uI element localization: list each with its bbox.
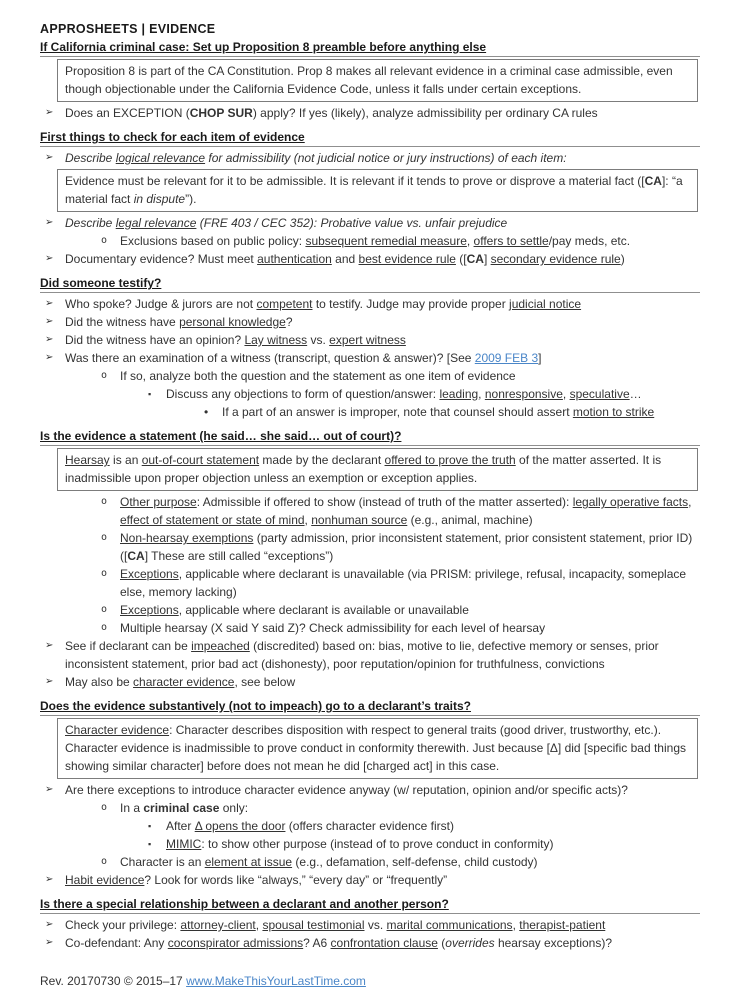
bullet-item [40, 871, 700, 889]
section-heading-text: Is the evidence a statement (he said… she said… out of court)? [40, 429, 402, 443]
text-run: If so, analyze both the question and the statement as one item of evidence [120, 369, 516, 383]
text-run: in dispute [133, 192, 186, 206]
bullet-item [40, 349, 700, 367]
text-run: judicial notice [509, 297, 582, 311]
text-run: Proposition 8 is part of the CA Constitution. Prop 8 makes all relevant evidence in a criminal case admissible, even though objectionable under the California Evidence Code, unless it falls under certain exceptions. [65, 64, 673, 96]
arrow-bullet-icon: ➢ [45, 784, 54, 795]
bullet-item [40, 799, 700, 817]
text-run: ] [483, 252, 491, 266]
rule-box [57, 718, 698, 779]
circle-bullet-icon: o [101, 496, 108, 507]
text-run: Habit evidence [65, 873, 145, 887]
text-run: ? A6 [303, 936, 331, 950]
inline-link[interactable]: 2009 FEB 3 [474, 351, 539, 365]
bullet-item [40, 331, 700, 349]
text-run: to testify. Judge may provide proper [312, 297, 510, 311]
section-heading-text: Did someone testify? [40, 276, 162, 290]
bullet-item [40, 403, 700, 421]
text-run: ? Look for words like “always,” “every day” or “frequently” [144, 873, 448, 887]
text-run: , [466, 234, 474, 248]
section-heading-text: Does the evidence substantively (not to impeach) go to a declarant’s traits? [40, 699, 471, 713]
arrow-bullet-icon: ➢ [45, 352, 54, 363]
bullet-item [40, 916, 700, 934]
text-run: Character evidence [65, 723, 170, 737]
text-run: speculative [569, 387, 630, 401]
text-run: (discredited) based on: bias, motive to lie, defective memory or senses, prior inconsistent statement, prior bad act (dishonesty), poor reputation/opinion for truthfulness, convictions [65, 639, 659, 671]
text-run: legal relevance [115, 216, 197, 230]
bullet-item [40, 817, 700, 835]
text-run: Who spoke? Judge & jurors are not [65, 297, 257, 311]
text-run: best evidence rule [358, 252, 456, 266]
section-heading [40, 129, 700, 147]
text-run: , [478, 387, 485, 401]
text-run: Describe [65, 216, 116, 230]
text-run: After [166, 819, 195, 833]
section [40, 39, 700, 122]
section-heading [40, 698, 700, 716]
circle-bullet-icon: o [101, 568, 108, 579]
arrow-bullet-icon: ➢ [45, 316, 54, 327]
text-run: MIMIC [166, 837, 202, 851]
circle-bullet-icon: o [101, 532, 108, 543]
text-run: hearsay exceptions)? [494, 936, 613, 950]
text-run: Exceptions [120, 567, 179, 581]
bullet-item [40, 601, 700, 619]
text-run: Did the witness have [65, 315, 180, 329]
text-run: leading [439, 387, 479, 401]
text-run: ”). [185, 192, 197, 206]
arrow-bullet-icon: ➢ [45, 676, 54, 687]
text-run: spousal testimonial [262, 918, 365, 932]
text-run: therapist-patient [519, 918, 606, 932]
bullet-item [40, 232, 700, 250]
circle-bullet-icon: o [101, 604, 108, 615]
text-run: Δ opens the door [194, 819, 286, 833]
footer-revision-text: Rev. 20170730 © 2015–17 [40, 974, 187, 988]
bullet-item [40, 367, 700, 385]
text-run: made by the declarant [259, 453, 385, 467]
section [40, 129, 700, 268]
text-run: secondary evidence rule [490, 252, 621, 266]
text-run: See if declarant can be [65, 639, 192, 653]
text-run: Exclusions based on public policy: [120, 234, 306, 248]
bullet-item [40, 781, 700, 799]
text-run: CA [466, 252, 484, 266]
bullet-item [40, 934, 700, 952]
text-run: In a [120, 801, 144, 815]
text-run: ) [620, 252, 625, 266]
text-run: Multiple hearsay (X said Y said Z)? Check admissibility for each level of hearsay [120, 621, 546, 635]
text-run: Evidence must be relevant for it to be admissible. It is relevant if it tends to prove or disprove a material fact ([ [65, 174, 645, 188]
text-run: : to show other purpose (instead of to prove conduct in conformity) [201, 837, 554, 851]
text-run: Check your privilege: [65, 918, 181, 932]
section [40, 896, 700, 952]
bullet-item [40, 149, 700, 167]
text-run: marital communications [386, 918, 513, 932]
text-run: CA [127, 549, 145, 563]
text-run: , applicable where declarant is available or unavailable [178, 603, 469, 617]
bullet-item [40, 565, 700, 601]
arrow-bullet-icon: ➢ [45, 152, 54, 163]
arrow-bullet-icon: ➢ [45, 919, 54, 930]
text-run: ([ [455, 252, 467, 266]
text-run: Documentary evidence? Must meet [65, 252, 258, 266]
text-run: ] These are still called “exceptions”) [144, 549, 334, 563]
text-run: overrides [445, 936, 495, 950]
text-run: ]: “a material fact [65, 174, 683, 206]
text-run: criminal case [143, 801, 220, 815]
text-run: coconspirator admissions [167, 936, 304, 950]
bullet-item [40, 313, 700, 331]
text-run: Non-hearsay exemptions [120, 531, 254, 545]
circle-bullet-icon: o [101, 235, 108, 246]
square-bullet-icon: ▪ [148, 839, 152, 849]
text-run: , [562, 387, 570, 401]
text-run: of the matter asserted. It is inadmissible upon proper objection unless an exemption or exception applies. [65, 453, 662, 485]
text-run: , applicable where declarant is unavailable (via PRISM: privilege, refusal, incapacity, someplace else, memory lacking) [120, 567, 687, 599]
bullet-item [40, 493, 700, 529]
text-run: element at issue [204, 855, 293, 869]
text-run: Other purpose [120, 495, 197, 509]
footer-link[interactable]: www.MakeThisYourLastTime.com [186, 974, 366, 988]
section-heading [40, 39, 700, 57]
text-run: legally operative facts [572, 495, 689, 509]
text-run: motion to strike [572, 405, 655, 419]
text-run: Co-defendant: Any [65, 936, 168, 950]
text-run: authentication [257, 252, 332, 266]
text-run: personal knowledge [179, 315, 286, 329]
bullet-item [40, 214, 700, 232]
text-run: , [255, 918, 263, 932]
text-run: Discuss any objections to form of question/answer: [166, 387, 440, 401]
bullet-item [40, 529, 700, 565]
circle-bullet-icon: o [101, 856, 108, 867]
section-heading [40, 428, 700, 446]
text-run: , see below [234, 675, 296, 689]
section [40, 698, 700, 889]
section-heading-text: First things to check for each item of evidence [40, 130, 305, 144]
text-run: (offers character evidence first) [285, 819, 454, 833]
text-run: Did the witness have an opinion? [65, 333, 245, 347]
bullet-item [40, 385, 700, 403]
bullet-item [40, 104, 700, 122]
text-run: Lay witness [244, 333, 308, 347]
text-run: competent [256, 297, 313, 311]
text-run: effect of statement or state of mind [120, 513, 305, 527]
text-run: vs. [307, 333, 330, 347]
text-run: is an [109, 453, 142, 467]
text-run: (party admission, prior inconsistent statement, prior consistent statement, prior ID) ([ [120, 531, 693, 563]
arrow-bullet-icon: ➢ [45, 937, 54, 948]
text-run: vs. [364, 918, 387, 932]
text-run: CHOP SUR [189, 106, 253, 120]
section [40, 428, 700, 691]
text-run: nonhuman source [311, 513, 408, 527]
bullet-item [40, 853, 700, 871]
text-run: subsequent remedial measure [305, 234, 467, 248]
text-run: , [304, 513, 312, 527]
text-run: Hearsay [65, 453, 110, 467]
circle-bullet-icon: o [101, 802, 108, 813]
text-run: CA [644, 174, 662, 188]
text-run: only: [219, 801, 249, 815]
text-run: for admissibility (not judicial notice or jury instructions) of each item: [205, 151, 567, 165]
text-run: , [688, 495, 692, 509]
arrow-bullet-icon: ➢ [45, 334, 54, 345]
text-run: attorney-client [180, 918, 256, 932]
arrow-bullet-icon: ➢ [45, 107, 54, 118]
text-run: confrontation clause [330, 936, 438, 950]
text-run: Are there exceptions to introduce character evidence anyway (w/ reputation, opinion and/or specific acts)? [65, 783, 628, 797]
text-run: : Character describes disposition with respect to general traits (good driver, trustworthy, etc.). Character evidence is inadmissible to prove conduct in conformity therewith. Just because [Δ] did [specific bad things showing similar character] before does not mean he did [charged act] in this case. [65, 723, 686, 773]
arrow-bullet-icon: ➢ [45, 217, 54, 228]
bullet-item [40, 619, 700, 637]
text-run: ] [538, 351, 542, 365]
text-run: (e.g., defamation, self-defense, child custody) [292, 855, 538, 869]
dot-bullet-icon: • [204, 405, 209, 419]
text-run: logical relevance [115, 151, 206, 165]
arrow-bullet-icon: ➢ [45, 253, 54, 264]
text-run: Describe [65, 151, 116, 165]
text-run: Does an EXCEPTION ( [65, 106, 190, 120]
text-run: offers to settle [473, 234, 549, 248]
text-run: nonresponsive [484, 387, 563, 401]
arrow-bullet-icon: ➢ [45, 640, 54, 651]
rule-box [57, 169, 698, 212]
section-heading-text: Is there a special relationship between a declarant and another person? [40, 897, 449, 911]
bullet-item [40, 295, 700, 313]
text-run: Character is an [120, 855, 205, 869]
circle-bullet-icon: o [101, 622, 108, 633]
document-body [40, 39, 700, 952]
arrow-bullet-icon: ➢ [45, 298, 54, 309]
rule-box [57, 59, 698, 102]
section-heading [40, 275, 700, 293]
text-run: ) apply? If yes (likely), analyze admissibility per ordinary CA rules [252, 106, 598, 120]
text-run: , [512, 918, 520, 932]
square-bullet-icon: ▪ [148, 821, 152, 831]
bullet-item [40, 673, 700, 691]
text-run: … [629, 387, 642, 401]
text-run: Exceptions [120, 603, 179, 617]
bullet-item [40, 250, 700, 268]
text-run: ( [437, 936, 446, 950]
bullet-item [40, 637, 700, 673]
text-run: (e.g., animal, machine) [407, 513, 533, 527]
section [40, 275, 700, 421]
text-run: impeached [191, 639, 250, 653]
bullet-item [40, 835, 700, 853]
text-run: out-of-court statement [141, 453, 260, 467]
text-run: offered to prove the truth [384, 453, 516, 467]
text-run: Was there an examination of a witness (transcript, question & answer)? [See [65, 351, 475, 365]
text-run: character evidence [133, 675, 235, 689]
section-heading-text: If California criminal case: Set up Proposition 8 preamble before anything else [40, 40, 487, 54]
square-bullet-icon: ▪ [148, 389, 152, 399]
rule-box [57, 448, 698, 491]
text-run: /pay meds, etc. [548, 234, 631, 248]
document-title: APPROSHEETS | EVIDENCE [40, 22, 216, 36]
footer [40, 972, 700, 990]
text-run: : Admissible if offered to show (instead of truth of the matter asserted): [196, 495, 573, 509]
text-run: ? [285, 315, 293, 329]
text-run: If a part of an answer is improper, note that counsel should assert [222, 405, 573, 419]
section-heading [40, 896, 700, 914]
text-run: May also be [65, 675, 134, 689]
text-run: expert witness [329, 333, 406, 347]
arrow-bullet-icon: ➢ [45, 874, 54, 885]
text-run: and [331, 252, 359, 266]
circle-bullet-icon: o [101, 370, 108, 381]
text-run: (FRE 403 / CEC 352): Probative value vs. unfair prejudice [196, 216, 508, 230]
